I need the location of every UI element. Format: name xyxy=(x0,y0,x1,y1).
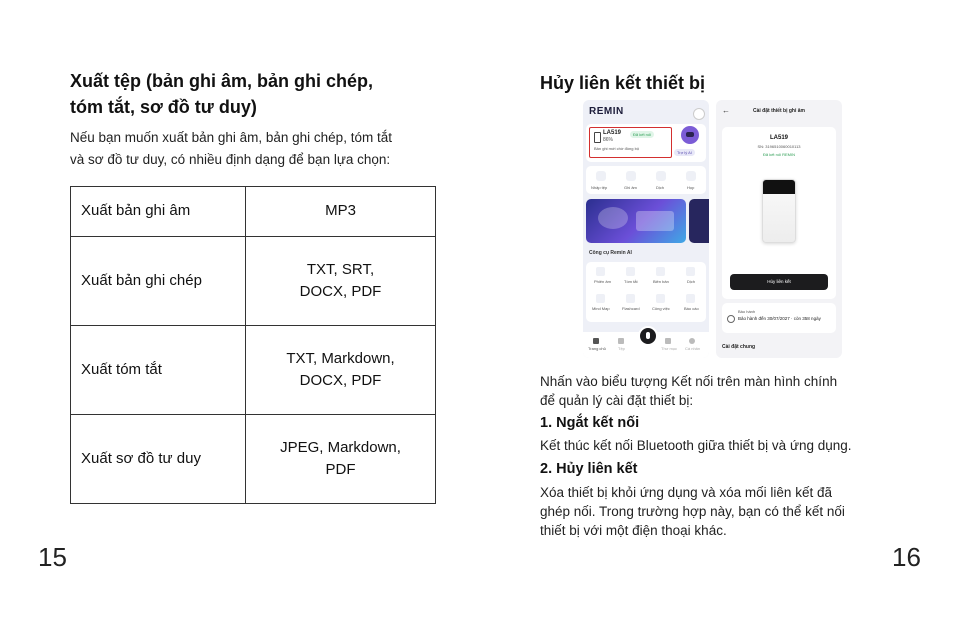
record-button[interactable] xyxy=(638,326,658,346)
quick-actions-card xyxy=(586,166,706,194)
serial-number: SN: 3196510060010113 xyxy=(757,144,801,149)
connection-status: Đã kết nối REMIN xyxy=(762,152,795,157)
row-label: Xuất bản ghi chép xyxy=(71,236,246,325)
device-settings-mockup xyxy=(716,100,842,358)
nav-label: Trang chủ xyxy=(588,346,606,351)
warranty-label: Bảo hành xyxy=(738,309,756,314)
row-label: Xuất tóm tắt xyxy=(71,325,246,414)
formats-line-2: DOCX, PDF xyxy=(299,282,382,300)
folder-icon[interactable] xyxy=(665,338,671,344)
nav-label: Tệp xyxy=(618,346,625,351)
formats-line-1: TXT, SRT, xyxy=(306,260,375,278)
row-formats xyxy=(246,187,436,237)
table-row xyxy=(71,325,436,414)
banner-next-card[interactable] xyxy=(689,199,709,243)
table-row xyxy=(71,187,436,237)
connected-chip[interactable]: Đã kết nối xyxy=(630,131,654,138)
brand-logo: REMIN xyxy=(589,106,624,117)
tool-label: Flashcard xyxy=(622,306,640,311)
banner-screen-graphic xyxy=(636,211,674,231)
section-title-line-2: tóm tắt, sơ đồ tư duy) xyxy=(70,97,257,117)
tool-label: Mind Map xyxy=(592,306,610,311)
device-card[interactable] xyxy=(586,124,706,162)
nav-label: Cá nhân xyxy=(685,346,701,351)
recorder-device-image xyxy=(762,179,796,243)
warranty-card xyxy=(722,303,836,333)
meeting-icon[interactable] xyxy=(686,171,696,181)
device-name: LA519 xyxy=(769,135,788,141)
unlink-heading: 2. Hủy liên kết xyxy=(540,461,638,477)
device-info-card xyxy=(722,127,836,299)
mic-icon xyxy=(646,332,650,339)
report-icon[interactable] xyxy=(686,294,695,303)
formats-line-1: MP3 xyxy=(325,202,356,220)
description-line-3: thiết bị với một điện thoại khác. xyxy=(540,523,727,538)
home-screen-mockup xyxy=(583,100,709,358)
row-formats xyxy=(246,236,436,325)
page-number: 15 xyxy=(38,542,67,572)
quick-action-label: Ghi âm xyxy=(624,185,637,190)
row-formats xyxy=(246,325,436,414)
disconnect-description: Kết thúc kết nối Bluetooth giữa thiết bị và ứng dụng. xyxy=(540,438,852,453)
unlink-description xyxy=(540,483,890,540)
formats-line-2: DOCX, PDF xyxy=(299,371,382,389)
robot-face-icon xyxy=(686,132,694,137)
row-formats xyxy=(246,414,436,503)
tool-label: Phiên âm xyxy=(594,279,611,284)
profile-icon[interactable] xyxy=(689,338,695,344)
tool-label: Công việc xyxy=(652,306,670,311)
tool-label: Báo cáo xyxy=(684,306,699,311)
quick-action-label: Nhập tệp xyxy=(591,185,608,190)
instruction-paragraph xyxy=(540,372,890,410)
flashcard-icon[interactable] xyxy=(626,294,635,303)
right-page xyxy=(480,0,960,640)
microphone-icon[interactable] xyxy=(626,171,636,181)
sync-status-line: Bản ghi mới chờ đồng bộ xyxy=(594,146,640,151)
disconnect-heading: 1. Ngắt kết nối xyxy=(540,415,640,431)
row-label: Xuất sơ đồ tư duy xyxy=(71,414,246,503)
device-name: LA519 xyxy=(603,130,622,136)
mindmap-icon[interactable] xyxy=(596,294,605,303)
battery-level: 86% xyxy=(603,137,614,143)
ai-tools-grid xyxy=(586,262,706,322)
import-icon[interactable] xyxy=(596,171,606,181)
nav-label: Thư mục xyxy=(661,346,678,351)
tool-label: Tóm tắt xyxy=(624,279,638,284)
quick-action-label: Dịch xyxy=(656,185,665,190)
section-title: Hủy liên kết thiết bị xyxy=(540,73,706,93)
formats-line-2: PDF xyxy=(325,460,356,478)
files-icon[interactable] xyxy=(618,338,624,344)
summary-icon[interactable] xyxy=(626,267,635,276)
page-number: 16 xyxy=(892,542,921,572)
settings-header: Cài đặt thiết bị ghi âm xyxy=(753,108,805,114)
formats-line-1: JPEG, Markdown, xyxy=(280,438,401,456)
paragraph-line-2: để quản lý cài đặt thiết bị: xyxy=(540,393,694,408)
translate-tool-icon[interactable] xyxy=(686,267,695,276)
section-title-line-1: Xuất tệp (bản ghi âm, bản ghi chép, xyxy=(70,71,374,91)
export-format-table xyxy=(70,186,436,504)
shield-icon xyxy=(727,315,735,323)
tool-label: Biên bản xyxy=(653,279,669,284)
banner-illustration xyxy=(598,207,628,229)
tool-label: Dịch xyxy=(687,279,696,284)
description-line-1: Xóa thiết bị khỏi ứng dụng và xóa mối liên kết đã xyxy=(540,485,832,500)
promo-banner[interactable] xyxy=(586,199,686,243)
warranty-text: Bảo hành đến 30/07/2027 · còn 358 ngày xyxy=(738,316,821,321)
tools-section-label: Công cụ Remin AI xyxy=(589,250,632,256)
ai-assistant-avatar[interactable] xyxy=(681,126,699,144)
table-row xyxy=(71,414,436,503)
description-line-2: ghép nối. Trong trường hợp này, bạn có thể kết nối xyxy=(540,504,845,519)
recorder-icon xyxy=(594,132,601,143)
general-settings-label: Cài đặt chung xyxy=(722,344,756,350)
unlink-device-button[interactable]: Hủy liên kết xyxy=(730,274,828,290)
back-arrow-icon[interactable]: ← xyxy=(722,106,730,115)
table-row xyxy=(71,236,436,325)
minutes-icon[interactable] xyxy=(656,267,665,276)
tasks-icon[interactable] xyxy=(656,294,665,303)
home-icon[interactable] xyxy=(593,338,599,344)
intro-line-1: Nếu bạn muốn xuất bản ghi âm, bản ghi chép, tóm tắt xyxy=(70,130,392,145)
formats-line-1: TXT, Markdown, xyxy=(286,349,395,367)
intro-line-2: và sơ đồ tư duy, có nhiều định dạng để bạn lựa chọn: xyxy=(70,152,391,167)
bottom-nav xyxy=(583,332,709,358)
transcribe-icon[interactable] xyxy=(596,267,605,276)
assistant-chip[interactable]: Trợ lý AI xyxy=(674,149,695,156)
translate-icon[interactable] xyxy=(656,171,666,181)
row-label: Xuất bản ghi âm xyxy=(71,187,246,237)
notification-icon[interactable] xyxy=(693,108,705,120)
section-title xyxy=(70,68,430,120)
quick-action-label: Họp xyxy=(687,185,695,190)
intro-paragraph xyxy=(70,127,430,171)
paragraph-line-1: Nhấn vào biểu tượng Kết nối trên màn hình chính xyxy=(540,374,838,389)
